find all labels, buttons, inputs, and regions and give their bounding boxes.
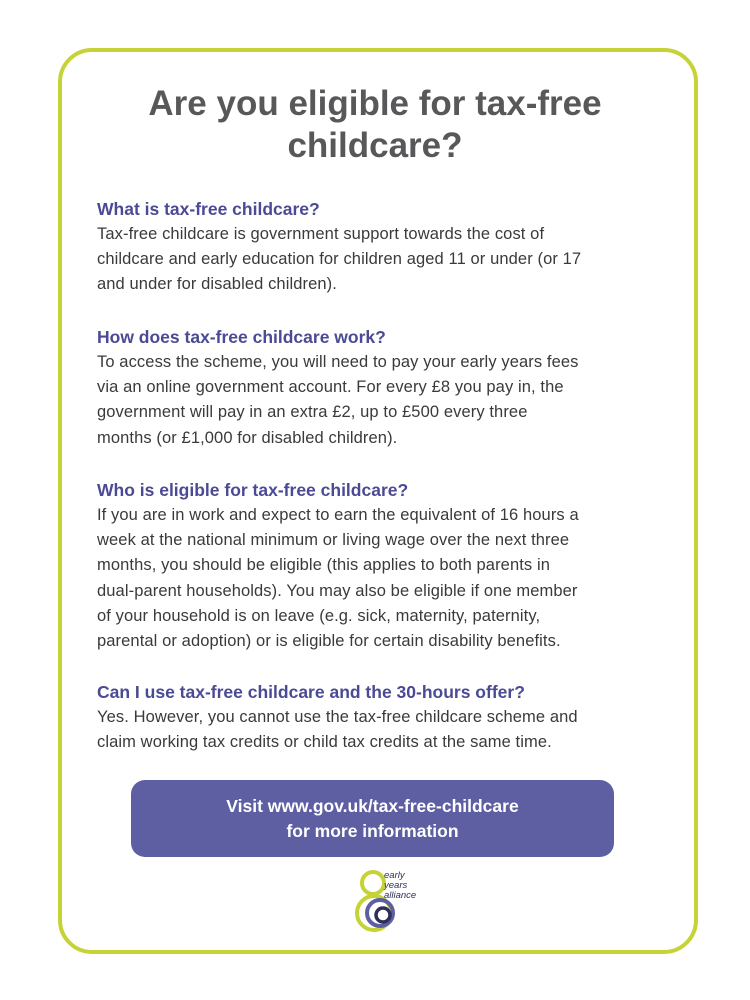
body-line: via an online government account. For every £8 you pay in, the <box>97 378 564 397</box>
visit-gov-website-button[interactable] <box>131 780 614 857</box>
body-line: week at the national minimum or living wage over the next three <box>97 531 570 550</box>
section-what-is <box>97 197 667 298</box>
logo-line: early <box>384 870 405 881</box>
body-line: If you are in work and expect to earn the equivalent of 16 hours a <box>97 506 579 524</box>
body-line: months (or £1,000 for disabled children). <box>97 428 398 447</box>
body-line: government will pay in an extra £2, up to £500 every three <box>97 403 528 422</box>
logo-line: alliance <box>384 890 417 901</box>
section-heading: How does tax-free childcare work? <box>97 327 386 347</box>
section-body <box>97 705 667 755</box>
section-30-hours <box>97 680 667 755</box>
body-line: claim working tax credits or child tax credits at the same time. <box>97 733 552 752</box>
page-title: Are you eligible for tax-free childcare? <box>148 84 602 165</box>
body-line: To access the scheme, you will need to pay your early years fees <box>97 353 579 371</box>
body-line: dual-parent households). You may also be eligible if one member <box>97 581 578 600</box>
section-heading: Can I use tax-free childcare and the 30-hours offer? <box>97 682 525 702</box>
logo-wordmark <box>384 871 416 901</box>
logo-line: years <box>384 880 408 891</box>
cta-line-2: for more information <box>286 820 459 841</box>
section-who-is-eligible <box>97 478 667 654</box>
section-heading: What is tax-free childcare? <box>97 199 320 219</box>
cta-line-1: Visit www.gov.uk/tax-free-childcare <box>226 795 519 816</box>
section-body <box>97 222 667 298</box>
body-line: and under for disabled children). <box>97 275 337 294</box>
section-heading: Who is eligible for tax-free childcare? <box>97 480 409 500</box>
body-line: of your household is on leave (e.g. sick, maternity, paternity, <box>97 606 541 625</box>
body-line: childcare and early education for children aged 11 or under (or 17 <box>97 250 582 269</box>
body-line: Yes. However, you cannot use the tax-free childcare scheme and <box>97 708 578 726</box>
body-line: parental or adoption) or is eligible for certain disability benefits. <box>97 632 561 651</box>
section-body <box>97 503 667 654</box>
section-body <box>97 350 667 451</box>
body-line: months, you should be eligible (this applies to both parents in <box>97 556 550 575</box>
section-how-it-works <box>97 325 667 451</box>
body-line: Tax-free childcare is government support towards the cost of <box>97 225 545 243</box>
